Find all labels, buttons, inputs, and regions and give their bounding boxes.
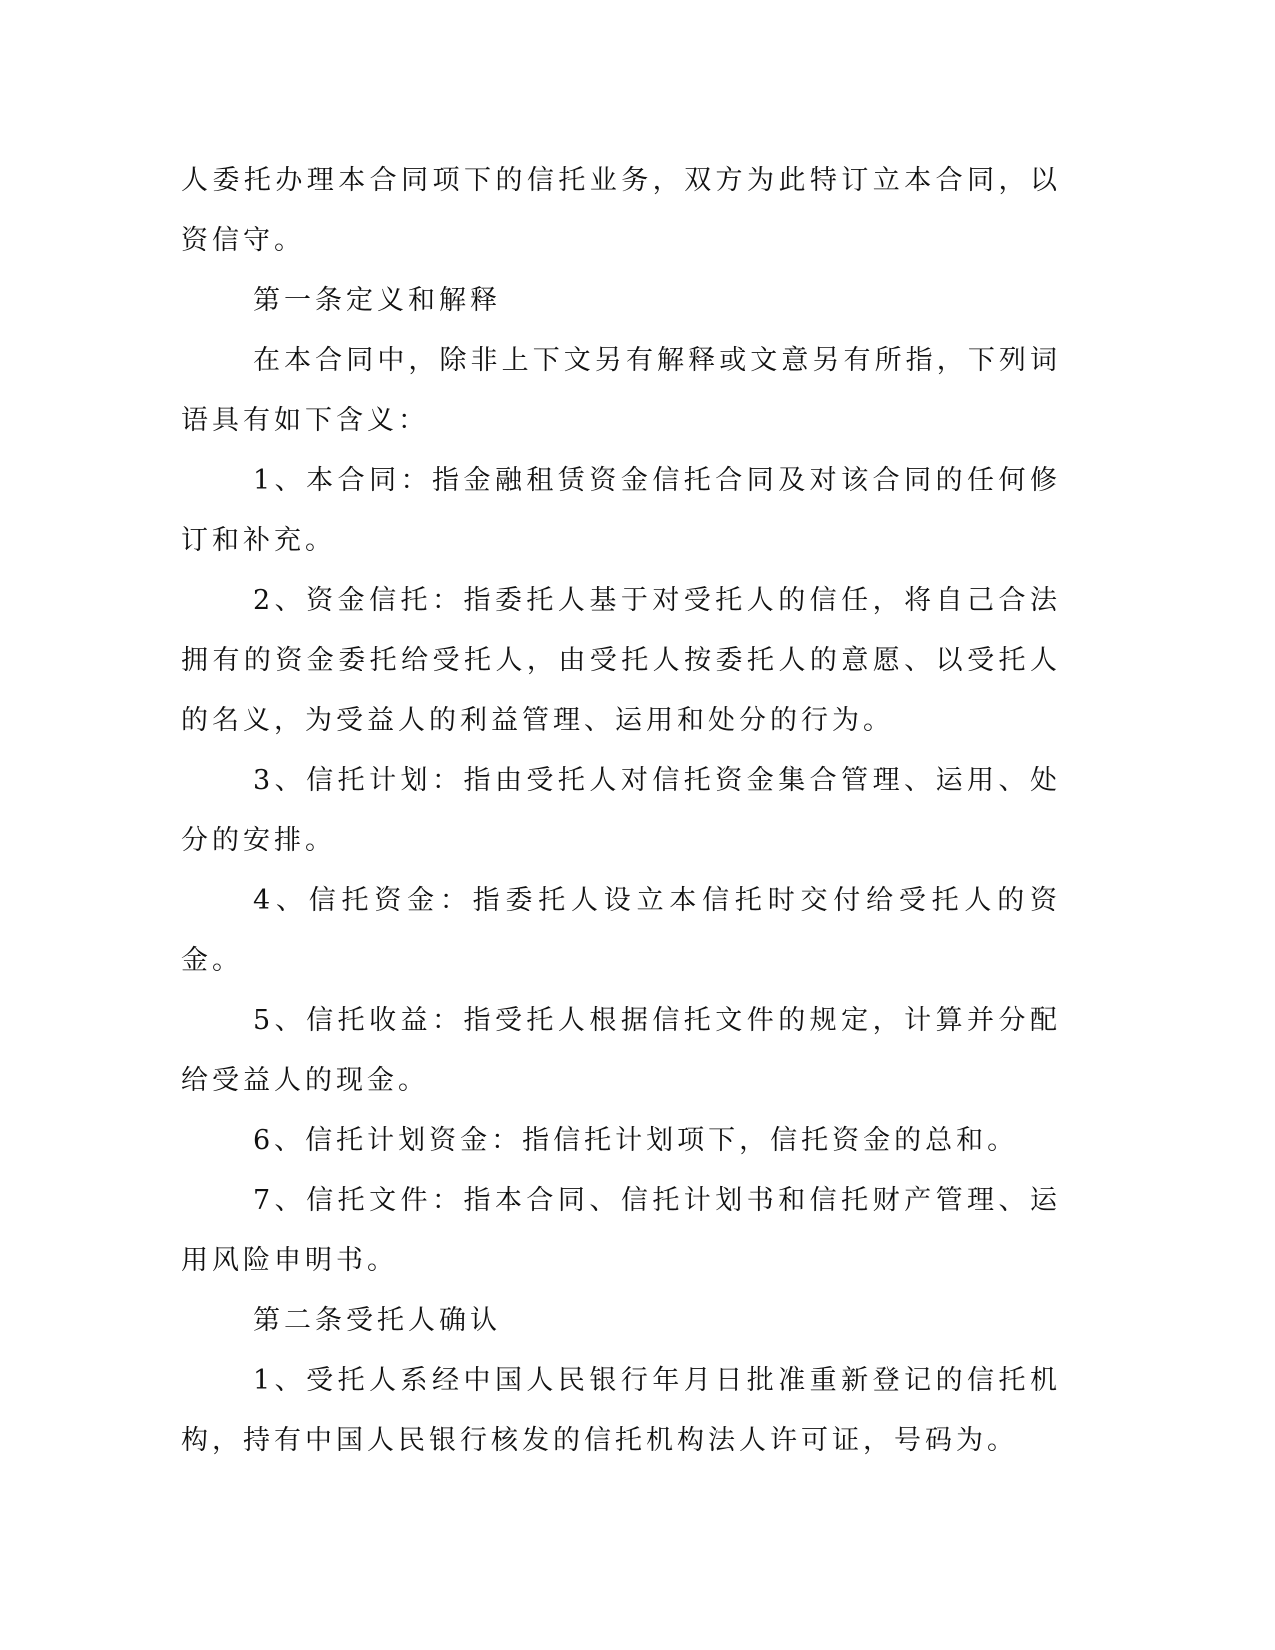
- article-2-heading: 第二条受托人确认: [253, 1305, 501, 1336]
- trustee-confirmation-item-1: 1、受托人系经中国人民银行年月日批准重新登记的信托机构，持有中国人民银行核发的信托机构法人许可证，号码为。: [181, 1365, 1061, 1456]
- definition-item-7: 7、信托文件：指本合同、信托计划书和信托财产管理、运用风险申明书。: [181, 1185, 1061, 1276]
- document-body: [181, 151, 1061, 1471]
- definition-item-6: 6、信托计划资金：指信托计划项下，信托资金的总和。: [253, 1125, 1019, 1156]
- definition-item-3: 3、信托计划：指由受托人对信托资金集合管理、运用、处分的安排。: [181, 765, 1061, 856]
- article-1-heading: 第一条定义和解释: [253, 285, 501, 316]
- definition-item-1: 1、本合同：指金融租赁资金信托合同及对该合同的任何修订和补充。: [181, 465, 1061, 556]
- definition-item-5: 5、信托收益：指受托人根据信托文件的规定，计算并分配给受益人的现金。: [181, 1005, 1061, 1096]
- definition-item-2: 2、资金信托：指委托人基于对受托人的信任，将自己合法拥有的资金委托给受托人，由受托人按委托人的意愿、以受托人的名义，为受益人的利益管理、运用和处分的行为。: [181, 585, 1061, 736]
- paragraph-definitions-intro: 在本合同中，除非上下文另有解释或文意另有所指，下列词语具有如下含义：: [181, 345, 1061, 436]
- definition-item-4: 4、信托资金：指委托人设立本信托时交付给受托人的资金。: [181, 885, 1061, 976]
- paragraph-intro-continuation: 人委托办理本合同项下的信托业务，双方为此特订立本合同，以资信守。: [181, 165, 1061, 256]
